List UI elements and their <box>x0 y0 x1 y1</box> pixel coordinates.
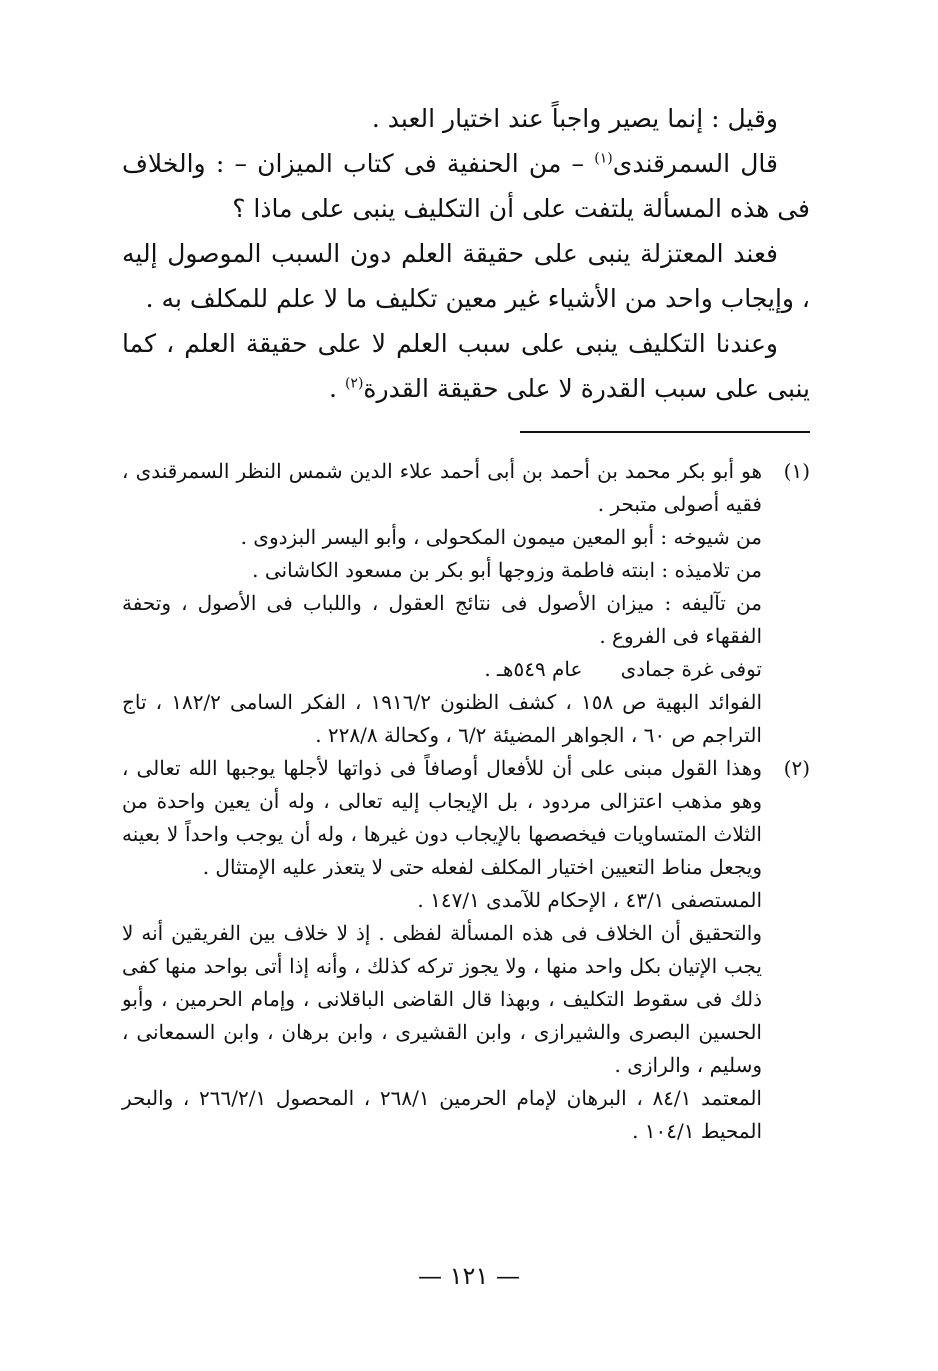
page-number: — ١٢١ — <box>418 1262 520 1290</box>
footnote-paragraph: توفى غرة جمادى عام ٥٤٩هـ . <box>484 657 762 681</box>
footnote-paragraph: من تآليفه : ميزان الأصول فى نتائج العقول ، واللباب فى الأصول ، وتحفة الفقهاء فى الفروع . <box>122 591 762 648</box>
main-paragraph-2: قال السمرقندى$^{(١)}$ – من الحنفية فى كتاب الميزان – : والخلاف فى هذه المسألة يلتفت على أن التكليف ينبى على ماذا ؟ <box>122 149 810 223</box>
footnote-body <box>122 455 762 752</box>
footnote-paragraph: المعتمد ٨٤/١ ، البرهان لإمام الحرمين ٢٦٨/١ ، المحصول ٢٦٦/٢/١ ، والبحر المحيط ١٠٤/١ . <box>122 1086 762 1143</box>
main-text <box>122 96 810 411</box>
footnote-2 <box>122 752 810 1148</box>
footnote-paragraph: من شيوخه : أبو المعين ميمون المكحولى ، وأبو اليسر البزدوى . <box>240 525 762 549</box>
footnote-separator <box>520 431 810 433</box>
footnote-ref-2[interactable]: (٢) <box>344 375 364 392</box>
footnote-paragraph: هو أبو بكر محمد بن أحمد بن أبى أحمد علاء الدين شمس النظر السمرقندى ، فقيه أصولى متبحر . <box>122 459 763 516</box>
footnote-body <box>122 752 762 1148</box>
main-paragraph-4: وعندنا التكليف ينبى على سبب العلم لا على حقيقة العلم ، كما ينبى على سبب القدرة لا على حقيقة القدرة$^{(٢)}$ . <box>122 329 810 403</box>
footnote-1 <box>122 455 810 752</box>
footnote-paragraph: المستصفى ٤٣/١ ، الإحكام للآمدى ١٤٧/١ . <box>417 888 762 912</box>
footnote-ref-1[interactable]: (١) <box>594 150 613 167</box>
footnote-paragraph: من تلاميذه : ابنته فاطمة وزوجها أبو بكر بن مسعود الكاشانى . <box>252 558 762 582</box>
main-paragraph-3: فعند المعتزلة ينبى على حقيقة العلم دون السبب الموصول إليه ، وإيجاب واحد من الأشياء غير معين تكليف ما لا علم للمكلف به . <box>122 239 810 313</box>
footnote-paragraph: وهذا القول مبنى على أن للأفعال أوصافاً فى ذواتها لأجلها يوجبها الله تعالى ، وهو مذهب اعتزالى مردود ، بل الإيجاب إليه تعالى ، وله أن يعين واحدة من الثلاث المتساويات فيخصصها بالإيجاب دون غيرها ، وله أن يوجب واحداً لا بعينه ويجعل مناط التعيين اختيار المكلف لفعله حتى لا يتعذر عليه الإمتثال . <box>122 756 762 879</box>
footnotes <box>122 455 810 1148</box>
footnote-paragraph: الفوائد البهية ص ١٥٨ ، كشف الظنون ١٩١٦/٢ ، الفكر السامى ١٨٢/٢ ، تاج التراجم ص ٦٠ ، الجواهر المضيئة ٦/٢ ، وكحالة ٢٢٨/٨ . <box>122 690 763 747</box>
footnote-paragraph: والتحقيق أن الخلاف فى هذه المسألة لفظى . إذ لا خلاف بين الفريقين أنه لا يجب الإتيان بكل واحد منها ، ولا يجوز تركه كذلك ، وأنه إذا أتى بواحد منها كفى ذلك فى سقوط التكليف ، وبهذا قال القاضى الباقلانى ، وإمام الحرمين ، وأبو الحسين البصرى والشيرازى ، وابن القشيرى ، وابن برهان ، وابن السمعانى ، وسليم ، والرازى . <box>122 921 762 1077</box>
main-paragraph-1: وقيل : إنما يصير واجباً عند اختيار العبد . <box>371 104 778 133</box>
footnote-number: (١) <box>783 459 810 483</box>
footnote-number: (٢) <box>783 756 810 780</box>
